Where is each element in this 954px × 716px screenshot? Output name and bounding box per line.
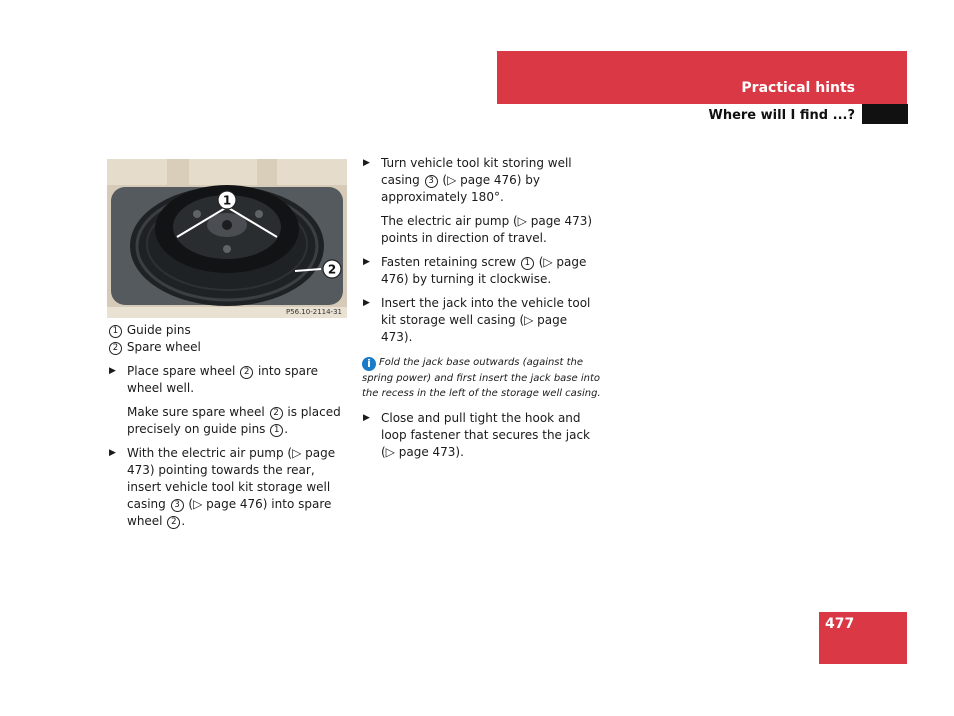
- right-column: [362, 155, 602, 461]
- instruction-step: ▶ With the electric air pump (▷ page 473) pointing towards the rear, insert vehicle tool kit storage well casing 3 (▷ page 476) into spare wheel 2 .: [109, 446, 336, 528]
- instruction-step: ▶ Turn vehicle tool kit storing well casing 3 (▷ page 476) by approximately 180°.: [363, 156, 572, 204]
- header-band: [497, 51, 907, 104]
- legend-item-guide-pins: [108, 322, 350, 339]
- info-note: i Fold the jack base outwards (against the spring power) and first insert the jack base into the recess in the left of the storage well casing.: [362, 357, 601, 399]
- instruction-step: ▶ Fasten retaining screw 1 (▷ page 476) by turning it clockwise.: [363, 255, 587, 286]
- spare-wheel-photo: [107, 159, 347, 318]
- info-icon: i: [362, 357, 376, 371]
- triangle-bullet-icon: ▶: [109, 366, 116, 376]
- page-number: 477: [825, 616, 855, 632]
- instruction-step: ▶ Place spare wheel 2 into spare wheel well.: [109, 364, 319, 395]
- left-column: [108, 322, 350, 530]
- callout-1-label: 1: [222, 193, 232, 208]
- instruction-note: The electric air pump (▷ page 473) points in direction of travel.: [381, 214, 593, 245]
- triangle-bullet-icon: ▶: [363, 158, 370, 168]
- triangle-bullet-icon: ▶: [363, 413, 370, 423]
- instruction-step: ▶ Insert the jack into the vehicle tool kit storage well casing (▷ page 473).: [363, 296, 591, 344]
- triangle-bullet-icon: ▶: [363, 257, 370, 267]
- instruction-step: ▶ Close and pull tight the hook and loop fastener that secures the jack (▷ page 473).: [363, 411, 590, 459]
- triangle-bullet-icon: ▶: [109, 448, 116, 458]
- legend-text: Spare wheel: [126, 340, 201, 354]
- section-title: Practical hints: [741, 80, 855, 96]
- page-number-box: [819, 612, 907, 664]
- callout-number: 1: [109, 325, 122, 338]
- legend-item-spare-wheel: [108, 339, 350, 356]
- instruction-note: Make sure spare wheel 2 is placed precisely on guide pins 1 .: [127, 405, 341, 436]
- figure-code: P56.10-2114-31: [285, 308, 342, 316]
- header-tab-marker: [862, 104, 908, 124]
- callout-number: 2: [109, 342, 122, 355]
- page-subtitle: Where will I find ...?: [708, 108, 855, 123]
- legend-text: Guide pins: [126, 323, 191, 337]
- triangle-bullet-icon: ▶: [363, 298, 370, 308]
- callout-2-label: 2: [327, 262, 337, 277]
